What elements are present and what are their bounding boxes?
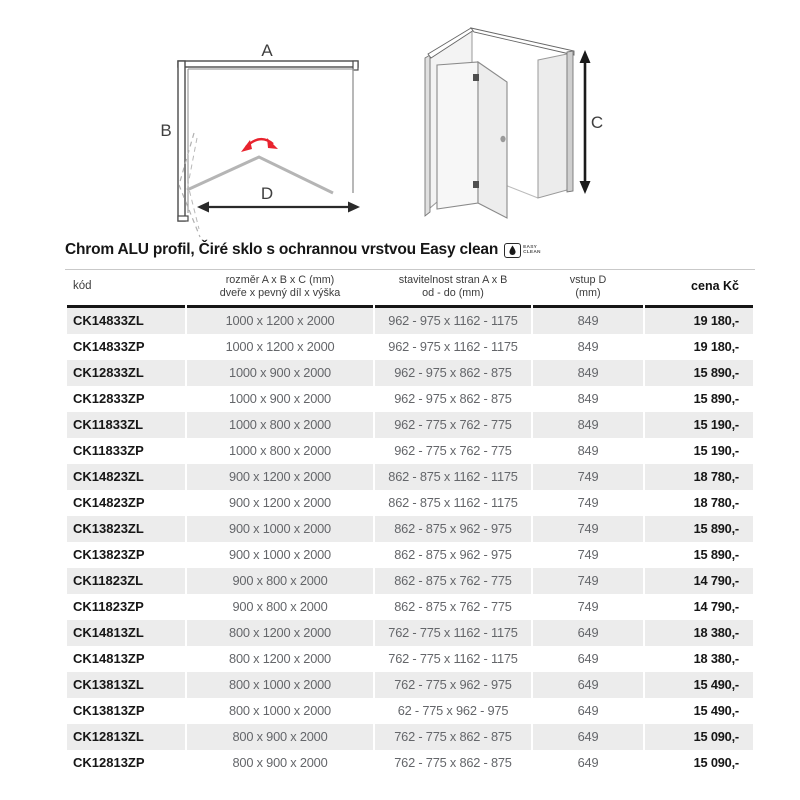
cell-adjustability: 862 - 875 x 1162 - 1175 [375,490,531,516]
cell-product-code: CK11823ZP [67,594,185,620]
cell-product-code: CK13813ZL [67,672,185,698]
cell-adjustability: 962 - 775 x 762 - 775 [375,412,531,438]
cell-dimensions: 800 x 1000 x 2000 [187,698,373,724]
cell-entry-width: 749 [533,568,643,594]
door-knob-icon [500,136,505,142]
cell-entry-width: 849 [533,334,643,360]
cell-price: 19 180,- [645,334,753,360]
cell-dimensions: 900 x 1000 x 2000 [187,542,373,568]
cell-entry-width: 749 [533,516,643,542]
cell-entry-width: 649 [533,620,643,646]
cell-adjustability: 862 - 875 x 762 - 775 [375,594,531,620]
cell-price: 15 190,- [645,438,753,464]
table-row [67,750,753,776]
cell-price: 18 380,- [645,620,753,646]
right-fixed-glass [538,54,567,198]
dim-c-head-top [580,50,591,63]
cell-adjustability: 862 - 875 x 962 - 975 [375,516,531,542]
cell-adjustability: 862 - 875 x 962 - 975 [375,542,531,568]
cell-dimensions: 800 x 1200 x 2000 [187,620,373,646]
table-row [67,464,753,490]
cell-entry-width: 849 [533,412,643,438]
header-adjust-line1: stavitelnost stran A x B [398,274,508,286]
header-price [645,270,753,308]
table-row [67,594,753,620]
door-dashed-position-2 [188,138,199,229]
door-panel-front [437,62,478,209]
header-entry [533,270,643,308]
easy-label-line1: EASY [523,244,537,250]
cell-adjustability: 762 - 775 x 962 - 975 [375,672,531,698]
cell-dimensions: 800 x 900 x 2000 [187,750,373,776]
cell-product-code: CK13823ZP [67,542,185,568]
price-table [65,269,755,776]
label-a: A [261,41,273,60]
cell-adjustability: 762 - 775 x 862 - 875 [375,724,531,750]
top-view-diagram [60,25,400,240]
cell-dimensions: 1000 x 900 x 2000 [187,386,373,412]
cell-dimensions: 1000 x 800 x 2000 [187,412,373,438]
cell-product-code: CK12833ZL [67,360,185,386]
easy-label-line2: CLEAN [523,250,541,255]
table-row [67,438,753,464]
table-row [67,568,753,594]
cell-dimensions: 900 x 800 x 2000 [187,568,373,594]
section-heading-row [65,241,541,259]
header-adjust-line2: od - do (mm) [422,286,484,299]
cell-dimensions: 800 x 900 x 2000 [187,724,373,750]
cell-adjustability: 62 - 775 x 962 - 975 [375,698,531,724]
cell-product-code: CK12813ZL [67,724,185,750]
cell-product-code: CK14833ZP [67,334,185,360]
header-price-label: cena Kč [691,279,739,294]
cell-dimensions: 900 x 1200 x 2000 [187,464,373,490]
page-title: Chrom ALU profil, Čiré sklo s ochrannou vrstvou Easy clean [65,241,499,258]
header-size-line2: dveře x pevný díl x výška [219,286,341,299]
cell-entry-width: 849 [533,438,643,464]
cell-adjustability: 862 - 875 x 1162 - 1175 [375,464,531,490]
cell-price: 14 790,- [645,568,753,594]
table-row [67,308,753,334]
header-adjustability [375,270,531,308]
header-entry-line2: (mm) [575,286,601,299]
cell-price: 15 890,- [645,386,753,412]
table-header-row [67,270,753,308]
cell-adjustability: 962 - 975 x 1162 - 1175 [375,308,531,334]
cell-product-code: CK14813ZL [67,620,185,646]
table-row [67,386,753,412]
easy-clean-label [523,245,541,255]
table-body [67,308,753,776]
top-rail-right [471,28,574,55]
table-row [67,698,753,724]
swing-arrow-head-right [267,138,278,149]
easy-clean-badge [504,243,541,258]
cell-product-code: CK11833ZP [67,438,185,464]
cell-adjustability: 962 - 975 x 1162 - 1175 [375,334,531,360]
cell-dimensions: 1000 x 800 x 2000 [187,438,373,464]
cell-dimensions: 1000 x 900 x 2000 [187,360,373,386]
cell-entry-width: 849 [533,360,643,386]
cell-price: 15 090,- [645,750,753,776]
table-row [67,542,753,568]
cell-product-code: CK12813ZP [67,750,185,776]
cell-entry-width: 849 [533,308,643,334]
dim-d-head-right [348,202,360,213]
label-d: D [260,184,274,203]
cell-price: 15 490,- [645,672,753,698]
header-code-label: kód [73,280,92,293]
cell-product-code: CK13823ZL [67,516,185,542]
cell-product-code: CK14823ZP [67,490,185,516]
cell-adjustability: 962 - 775 x 762 - 775 [375,438,531,464]
header-entry-line1: vstup D [569,274,607,286]
cell-product-code: CK14823ZL [67,464,185,490]
header-size [187,270,373,308]
cell-price: 18 780,- [645,464,753,490]
header-size-line1: rozměr A x B x C (mm) [225,274,335,286]
table-row [67,672,753,698]
table-row [67,334,753,360]
cell-adjustability: 762 - 775 x 1162 - 1175 [375,620,531,646]
cell-price: 14 790,- [645,594,753,620]
cell-entry-width: 649 [533,672,643,698]
table-row [67,620,753,646]
cell-product-code: CK11833ZL [67,412,185,438]
cell-dimensions: 800 x 1000 x 2000 [187,672,373,698]
table-row [67,412,753,438]
cell-entry-width: 749 [533,594,643,620]
hinge-bottom-icon [473,181,479,188]
table-row [67,360,753,386]
cell-price: 15 190,- [645,412,753,438]
cell-price: 15 890,- [645,542,753,568]
cell-dimensions: 900 x 1000 x 2000 [187,516,373,542]
droplet-icon [504,243,521,258]
cell-entry-width: 749 [533,464,643,490]
left-wall-profile-3d [425,55,430,216]
cell-adjustability: 762 - 775 x 1162 - 1175 [375,646,531,672]
cell-product-code: CK14833ZL [67,308,185,334]
cell-entry-width: 649 [533,724,643,750]
cell-dimensions: 1000 x 1200 x 2000 [187,308,373,334]
cell-price: 18 380,- [645,646,753,672]
cell-dimensions: 1000 x 1200 x 2000 [187,334,373,360]
cell-price: 19 180,- [645,308,753,334]
cell-adjustability: 762 - 775 x 862 - 875 [375,750,531,776]
cell-entry-width: 749 [533,490,643,516]
cell-adjustability: 862 - 875 x 762 - 775 [375,568,531,594]
cell-product-code: CK14813ZP [67,646,185,672]
hinge-top-icon [473,74,479,81]
table-row [67,516,753,542]
dim-d-head-left [197,202,209,213]
swing-arrow-head-left [241,140,252,152]
cell-price: 18 780,- [645,490,753,516]
cell-product-code: CK11823ZL [67,568,185,594]
cell-price: 15 090,- [645,724,753,750]
right-end-profile [567,51,573,192]
cell-dimensions: 900 x 1200 x 2000 [187,490,373,516]
label-b: B [160,121,172,140]
cell-dimensions: 900 x 800 x 2000 [187,594,373,620]
price-table-container [65,269,755,776]
perspective-view-diagram [410,22,610,234]
header-code [67,270,185,308]
cell-entry-width: 649 [533,698,643,724]
cell-price: 15 890,- [645,516,753,542]
cell-entry-width: 749 [533,542,643,568]
cell-adjustability: 962 - 975 x 862 - 875 [375,360,531,386]
cell-adjustability: 962 - 975 x 862 - 875 [375,386,531,412]
top-wall-profile [178,61,358,67]
cell-entry-width: 649 [533,646,643,672]
cell-price: 15 890,- [645,360,753,386]
table-row [67,646,753,672]
cell-product-code: CK12833ZP [67,386,185,412]
cell-entry-width: 849 [533,386,643,412]
top-wall-endcap [353,61,358,70]
cell-product-code: CK13813ZP [67,698,185,724]
label-c: C [590,113,604,132]
left-wall-foot [178,216,188,221]
cell-dimensions: 800 x 1200 x 2000 [187,646,373,672]
cell-entry-width: 649 [533,750,643,776]
table-row [67,490,753,516]
dim-c-head-bottom [580,181,591,194]
cell-price: 15 490,- [645,698,753,724]
table-row [67,724,753,750]
